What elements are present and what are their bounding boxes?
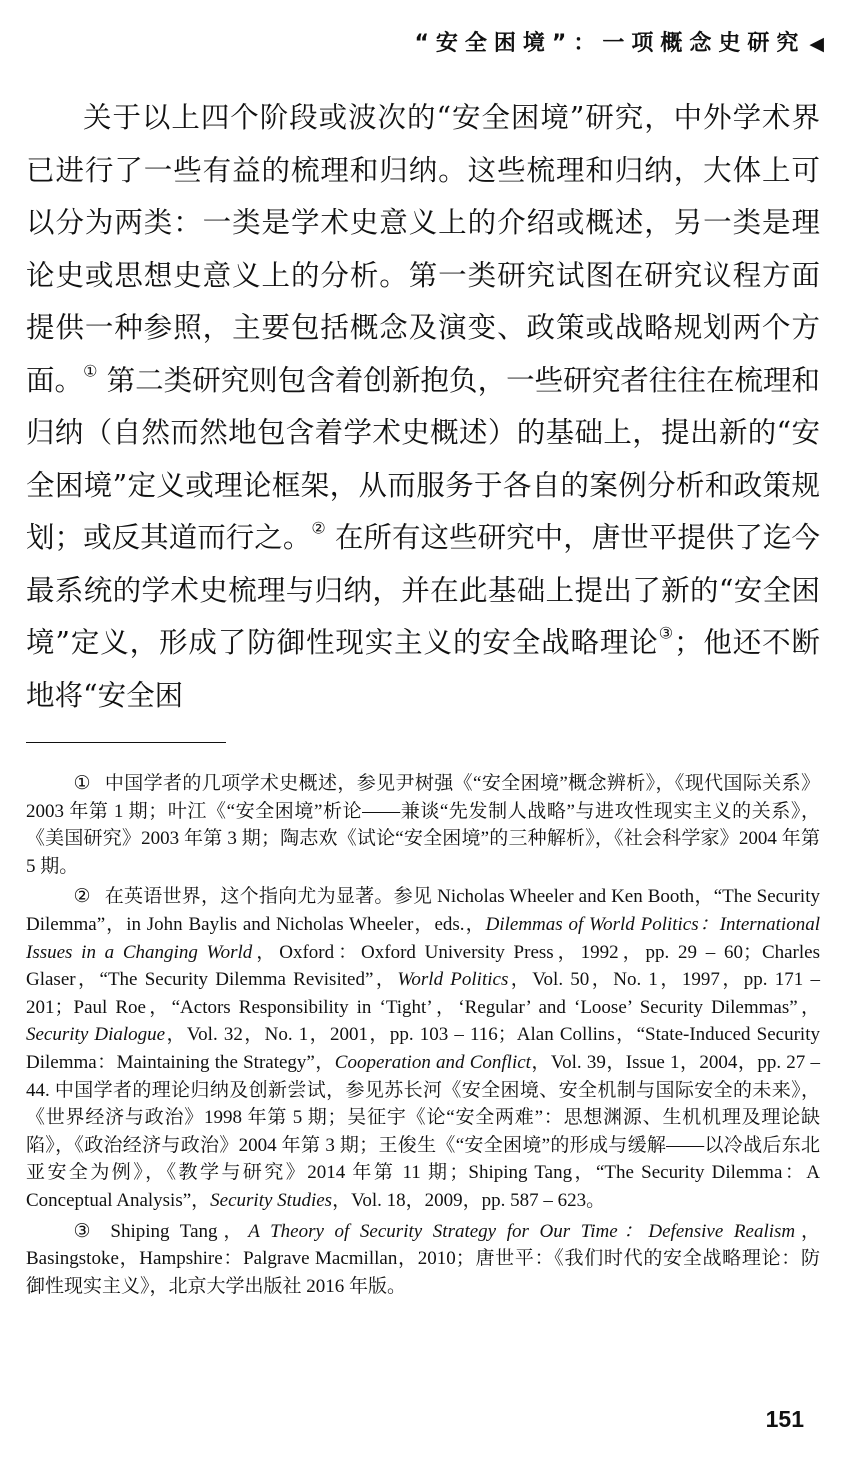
footnote-2-text-6: ，Vol. 18，2009，pp. 587 – 623。 [332,1189,606,1211]
footnote-1-text: 中国学者的几项学术史概述，参见尹树强《“安全困境”概念辨析》，《现代国际关系》2003 年第 1 期；叶江《“安全困境”析论——兼谈“先发制人战略”与进攻性现实主义的关系》，《美国研究》2003 年第 3 期；陶志欢《试论“安全困境”的三种解析》，《社会科学家》2004 年第 5 期。 [26,773,820,877]
footnotes [26,770,820,1303]
footnote-2 [26,883,820,1214]
footnote-2-text-1: 在英语世界，这个指向尤为显著。参见 Nicholas Wheeler and Ken Booth，“The Security Dilemma”，in John Baylis and Nicholas Wheeler，eds.， [26,886,820,935]
footnote-2-text-3: ，Vol. 50，No. 1，1997，pp. 171 – 201；Paul Roe，“Actors Responsibility in ‘Tight’，‘Regular’ and ‘Loose’ Security Dilemmas”， [26,969,820,1018]
footnote-2-mark: ② [73,886,91,908]
footnote-2-text-4: ，Vol. 32，No. 1，2001，pp. 103 – 116；Alan Collins，“State-Induced Security Dilemma：Maintaining the Strategy”， [26,1024,820,1073]
running-header-title: “安全困境”：一项概念史研究 [414,31,806,56]
running-header [414,26,824,57]
footnote-ref-1: ① [83,360,98,380]
footnote-1 [26,770,820,880]
footnote-3-text-1: Shiping Tang， [110,1220,249,1242]
paragraph-sentence-4: ；他还不断地将“安全困 [26,626,821,712]
paragraph-sentence-2: 第二类研究则包含着创新抱负，一些研究者往往在梳理和归纳（自然而然地包含着学术史概述）的基础上，提出新的“安全困境”定义或理论框架，从而服务于各自的案例分析和政策规划；或反其道而行之。 [26,363,820,554]
footnote-3 [26,1218,820,1301]
footnote-2-title-4: Cooperation and Conflict [334,1051,531,1073]
footnote-divider [26,742,226,743]
footnote-3-text-2: ，Basingstoke，Hampshire：Palgrave Macmillan，2010；唐世平：《我们时代的安全战略理论：防御性现实主义》，北京大学出版社 2016 年版。 [26,1220,820,1297]
paragraph-sentence-3: 在所有这些研究中，唐世平提供了迄今最系统的学术史梳理与归纳，并在此基础上提出了新的“安全困境”定义，形成了防御性现实主义的安全战略理论 [26,521,820,659]
footnote-2-title-2: World Politics [397,969,509,991]
page-number: 151 [765,1406,804,1432]
footnote-2-text-2: ，Oxford：Oxford University Press，1992，pp. 29 – 60；Charles Glaser，“The Security Dilemma Revisited”， [26,941,820,991]
footnote-2-text-5: ，Vol. 39，Issue 1，2004，pp. 27 – 44. 中国学者的理论归纳及创新尝试，参见苏长河《安全困境、安全机制与国际安全的未来》，《世界经济与政治》1998 年第 5 期；吴征宇《论“安全两难”：思想渊源、生机机理及理论缺陷》，《政治经济与政治》2004 年第 3 期；王俊生《“安全困境”的形成与缓解——以冷战后东北亚安全为例》，《教学与研究》2014 年第 11 期；Shiping Tang，“The Security Dilemma：A Conceptual Analysis”， [26,1051,820,1211]
paragraph-sentence-1: 关于以上四个阶段或波次的“安全困境”研究，中外学术界已进行了一些有益的梳理和归纳。这些梳理和归纳，大体上可以分为两类：一类是学术史意义上的介绍或概述，另一类是理论史或思想史意义上的分析。第一类研究试图在研究议程方面提供一种参照，主要包括概念及演变、政策或战略规划两个方面。 [26,101,820,397]
footnote-ref-3: ③ [658,623,674,643]
footnote-3-mark: ③ [73,1220,97,1242]
main-paragraph [26,92,820,722]
footnote-1-mark: ① [73,773,91,794]
footnote-2-title-5: Security Studies [210,1189,333,1211]
footnote-3-title-1: A Theory of Security Strategy for Our Time：Defensive Realism [248,1220,796,1242]
triangle-marker-icon: ◀ [809,33,824,55]
footnote-ref-2: ② [311,518,326,538]
footnote-2-title-3: Security Dialogue [26,1024,166,1046]
footnote-2-title-1: Dilemmas of World Politics：International Issues in a Changing World [26,913,820,963]
